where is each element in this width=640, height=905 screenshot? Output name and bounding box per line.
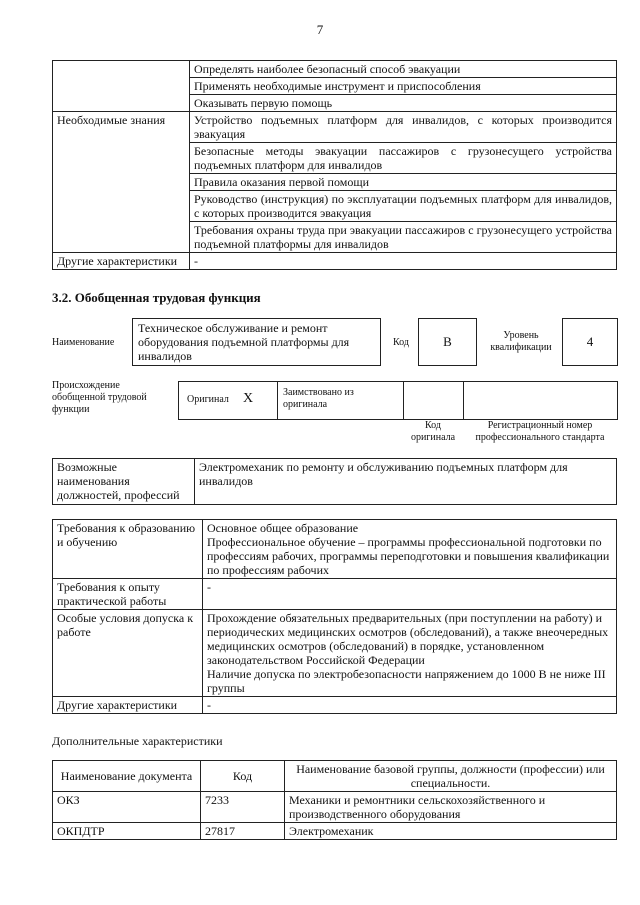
req-other-label: Другие характеристики xyxy=(53,697,203,714)
table-row xyxy=(53,520,617,579)
positions-label: Возможные наименования должностей, профессий xyxy=(53,459,195,505)
skills-label-cell xyxy=(53,61,190,112)
cell-name: Электромеханик xyxy=(285,823,617,840)
original-label: Оригинал xyxy=(187,394,229,405)
conditions-line: Прохождение обязательных предварительных (при поступлении на работу) и периодических медицинских осмотров (обследований), а также внеочередных медицинских осмотров (обследований) в порядке, установленном законодательством Российской Федерации xyxy=(207,611,609,667)
knowledge-item: Устройство подъемных платформ для инвалидов, с которых производится эвакуация xyxy=(190,112,617,143)
experience-label: Требования к опыту практической работы xyxy=(53,579,203,610)
divider xyxy=(277,382,278,419)
other-characteristics-value: - xyxy=(190,253,617,270)
table-row xyxy=(53,459,617,505)
skill-item: Применять необходимые инструмент и приспособления xyxy=(190,78,617,95)
header-doc-name: Наименование документа xyxy=(53,761,201,792)
table-row xyxy=(53,253,617,270)
table-row xyxy=(53,579,617,610)
cell-code: 27817 xyxy=(201,823,285,840)
additional-title: Дополнительные характеристики xyxy=(52,734,223,748)
skills-knowledge-table xyxy=(52,60,617,270)
conditions-value xyxy=(203,610,617,697)
conditions-label: Особые условия допуска к работе xyxy=(53,610,203,697)
page-number: 7 xyxy=(316,22,324,37)
education-line: Основное общее образование xyxy=(207,521,359,535)
skill-item: Определять наиболее безопасный способ эвакуации xyxy=(190,61,617,78)
table-row xyxy=(53,112,617,143)
education-line: Профессиональное обучение – программы профессиональной подготовки по профессиям рабочих, программы переподготовки и повышения квалификации по профессиям рабочих xyxy=(207,535,610,577)
cell-name: Механики и ремонтники сельскохозяйственного и производственного оборудования xyxy=(285,792,617,823)
level-value: 4 xyxy=(586,334,594,349)
level-label: Уровень квалификации xyxy=(490,330,552,353)
function-name-box xyxy=(132,318,381,366)
experience-value: - xyxy=(203,579,617,610)
education-value xyxy=(203,520,617,579)
table-row xyxy=(53,823,617,840)
table-row xyxy=(53,792,617,823)
table-row xyxy=(53,61,617,78)
code-box xyxy=(418,318,477,366)
function-name: Техническое обслуживание и ремонт оборудования подъемной платформы для инвалидов xyxy=(138,321,350,363)
conditions-line: Наличие допуска по электробезопасности напряжением до 1000 В не ниже III группы xyxy=(207,667,606,695)
level-box xyxy=(562,318,618,366)
section-title: 3.2. Обобщенная трудовая функция xyxy=(52,290,261,305)
knowledge-item: Требования охраны труда при эвакуации пассажиров с грузонесущего устройства подъемной платформы для инвалидов xyxy=(190,222,617,253)
cell-code: 7233 xyxy=(201,792,285,823)
divider xyxy=(463,382,464,419)
knowledge-label: Необходимые знания xyxy=(53,112,190,253)
additional-table xyxy=(52,760,617,840)
header-code: Код xyxy=(201,761,285,792)
code-label: Код xyxy=(393,337,409,348)
reg-caption: Регистрационный номер профессионального стандарта xyxy=(475,420,605,443)
origin-label: Происхождение обобщенной трудовой функции xyxy=(52,380,147,415)
other-characteristics-label: Другие характеристики xyxy=(53,253,190,270)
table-header-row xyxy=(53,761,617,792)
name-label: Наименование xyxy=(52,337,115,348)
code-value: B xyxy=(443,334,452,349)
original-mark: X xyxy=(243,391,254,406)
cell-doc: ОКПДТР xyxy=(53,823,201,840)
borrowed-label: Заимствовано из оригинала xyxy=(283,387,354,410)
skill-item: Оказывать первую помощь xyxy=(190,95,617,112)
table-row xyxy=(53,697,617,714)
code-caption: Код оригинала xyxy=(410,420,456,443)
origin-boxes xyxy=(178,381,618,420)
requirements-table xyxy=(52,519,617,714)
positions-value: Электромеханик по ремонту и обслуживанию подъемных платформ для инвалидов xyxy=(195,459,617,505)
knowledge-item: Руководство (инструкция) по эксплуатации подъемных платформ для инвалидов, с которых производится эвакуация xyxy=(190,191,617,222)
header-group-name: Наименование базовой группы, должности (профессии) или специальности. xyxy=(285,761,617,792)
table-row xyxy=(53,610,617,697)
cell-doc: ОКЗ xyxy=(53,792,201,823)
divider xyxy=(403,382,404,419)
req-other-value: - xyxy=(203,697,617,714)
education-label: Требования к образованию и обучению xyxy=(53,520,203,579)
positions-table xyxy=(52,458,617,505)
knowledge-item: Безопасные методы эвакуации пассажиров с грузонесущего устройства подъемных платформ для инвалидов xyxy=(190,143,617,174)
knowledge-item: Правила оказания первой помощи xyxy=(190,174,617,191)
